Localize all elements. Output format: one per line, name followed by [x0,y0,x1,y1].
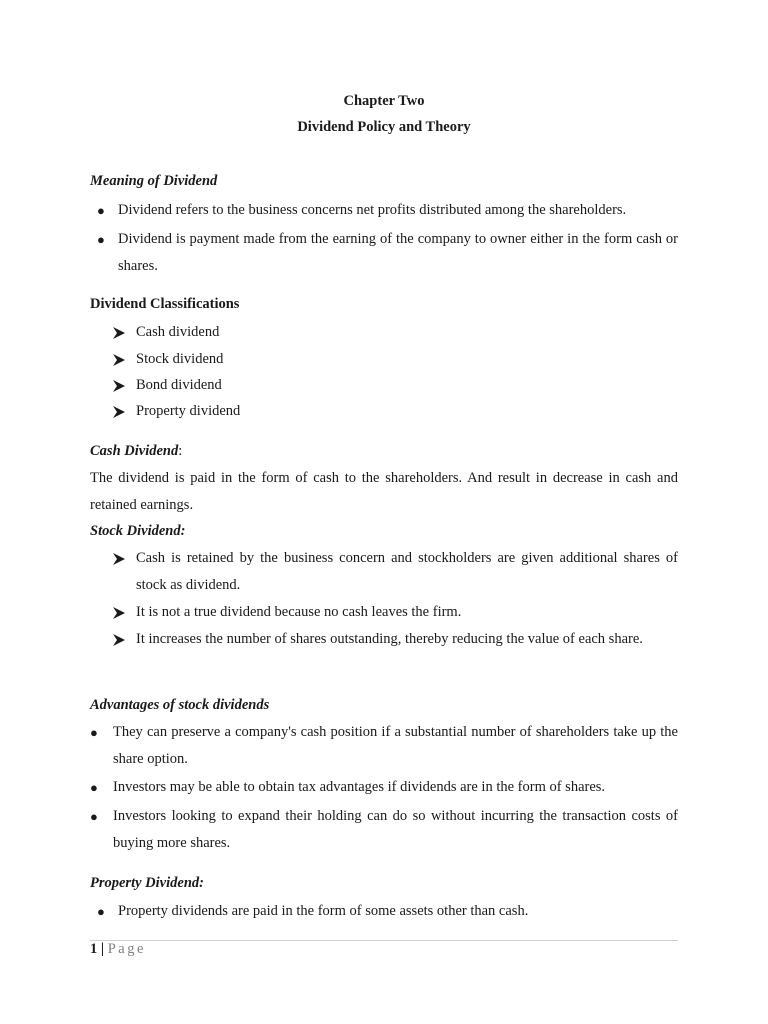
bullet-icon: ● [90,725,98,740]
list-item-text: Cash is retained by the business concern and stockholders are given additional shares of stock as dividend. [136,550,678,593]
arrowhead-bullet-icon [112,405,126,419]
advantages-heading: Advantages of stock dividends [90,697,270,713]
list-item-text: Dividend refers to the business concerns net profits distributed among the shareholders. [118,202,627,218]
list-item-text: Property dividend [136,403,241,419]
list-item-text: They can preserve a company's cash position if a substantial number of shareholders take up the share option. [113,724,678,767]
page-footer [90,941,146,958]
bullet-icon: ● [97,904,105,919]
page-title: Dividend Policy and Theory [297,119,471,135]
footer-separator: | [100,941,105,957]
cash-dividend-heading [90,443,182,460]
arrowhead-bullet-icon [112,326,126,340]
cash-dividend-heading-text: Cash Dividend [90,443,179,459]
list-item-text: Dividend is payment made from the earning of the company to owner either in the form cash or shares. [118,231,678,274]
page-number: 1 [90,941,98,957]
list-item-text: It is not a true dividend because no cash leaves the firm. [136,604,462,620]
classifications-heading: Dividend Classifications [90,296,240,312]
stock-dividend-heading: Stock Dividend: [90,523,186,539]
list-item-text: Bond dividend [136,377,222,393]
arrowhead-bullet-icon [112,606,126,620]
arrowhead-bullet-icon [112,552,126,566]
footer-rule [90,940,678,941]
bullet-icon: ● [90,780,98,795]
meaning-heading: Meaning of Dividend [90,173,218,189]
page-label: Page [107,941,146,957]
arrowhead-bullet-icon [112,379,126,393]
cash-dividend-paragraph: The dividend is paid in the form of cash to the shareholders. And result in decrease in cash and retained earnings. [90,470,678,513]
list-item-text: Cash dividend [136,324,220,340]
property-dividend-heading: Property Dividend: [90,875,204,891]
bullet-icon: ● [90,809,98,824]
list-item-text: It increases the number of shares outstanding, thereby reducing the value of each share. [136,631,643,647]
arrowhead-bullet-icon [112,353,126,367]
chapter-label: Chapter Two [343,93,425,109]
list-item-text: Stock dividend [136,351,224,367]
arrowhead-bullet-icon [112,633,126,647]
bullet-icon: ● [97,232,105,247]
cash-dividend-colon: : [178,443,183,459]
list-item-text: Investors may be able to obtain tax advantages if dividends are in the form of shares. [113,779,606,795]
list-item-text: Investors looking to expand their holding can do so without incurring the transaction costs of buying more shares. [113,808,678,851]
list-item-text: Property dividends are paid in the form of some assets other than cash. [118,903,529,919]
bullet-icon: ● [97,203,105,218]
